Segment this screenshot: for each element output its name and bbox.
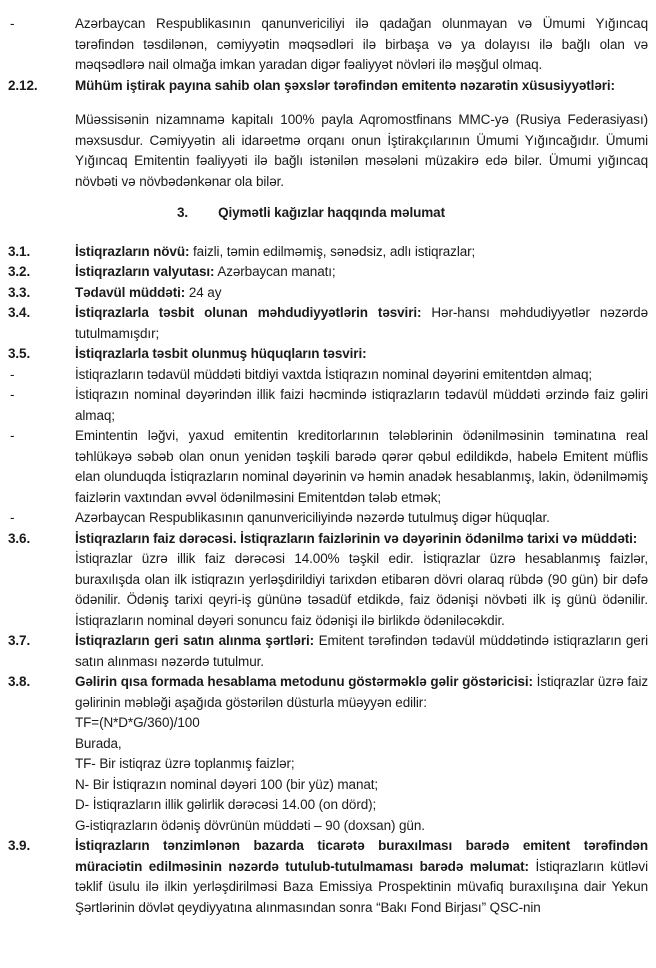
bullet-dash-marker: - <box>10 387 15 402</box>
rights-bullet-3 <box>0 426 656 508</box>
formula-line: TF=(N*D*G/360)/100 <box>75 715 200 730</box>
formula-term-d: D- İstiqrazların illik gəlirlik dərəcəsi 14.00 (on dörd); <box>75 797 377 812</box>
item-3-3-text <box>75 283 648 304</box>
item-3-6-label: İstiqrazların faiz dərəcəsi. İstiqrazların faizlərinin və dəyərinin ödənilmə tarixi və müddəti: <box>75 530 638 546</box>
item-3-9-label: İstiqrazların tənzimlənən bazarda ticarətə buraxılması barədə emitent tərəfindən müraciətin edilməsinin nəzərdə tutulub-tutulmaması barədə məlumat: <box>75 838 648 874</box>
item-3-7 <box>0 631 656 672</box>
item-3-4-number: 3.4. <box>8 305 31 320</box>
item-3-4 <box>0 303 656 344</box>
item-3-1 <box>0 242 656 263</box>
bullet-dash-marker: - <box>10 366 15 382</box>
item-3-5-text <box>75 344 648 365</box>
bullet-dash-marker: - <box>10 510 15 525</box>
intro-bullet-item <box>0 14 656 76</box>
bullet-dash-marker: - <box>10 16 15 31</box>
item-3-2-value: Azərbaycan manatı; <box>217 264 336 279</box>
item-3-8-number: 3.8. <box>8 674 31 689</box>
item-3-8-text <box>75 672 648 713</box>
intro-bullet-text: Azərbaycan Respublikasının qanunvericiliyi ilə qadağan olunmayan və Ümumi Yığıncaq tərəfindən təsdilənən, cəmiyyətin məqsədləri ilə birbaşa və ya dolayısı ilə bağlı olan və məqsədlərə nail olmağa imkan yaradan digər fəaliyyət növləri ilə məşğul olmaq. <box>75 16 648 72</box>
section-3-title: Qiymətli kağızlar haqqında məlumat <box>218 205 445 220</box>
item-3-9 <box>0 836 656 918</box>
rights-bullet-1-text: İstiqrazların tədavül müddəti bitdiyi vaxtda İstiqrazın nominal dəyərini emitentdən almaq; <box>75 366 593 382</box>
item-3-6-number: 3.6. <box>8 530 31 546</box>
rights-bullet-3-text: Emintentin ləğvi, yaxud emitentin kreditorlarının tələblərinin ödənilməsinin təminatına real təhlükəyə səbəb olan onun yenidən təşkili barədə qərər qəbul edildikdə, habelə Emitent müflis elan olunduqda İstiqrazların nominal dəyərinin və həmin anadək hesablanmış, lakin, ödənilməmiş faizlərin vaxtından əvvəl ödənilməsini Emitentdən tələb etmək; <box>75 428 648 505</box>
item-3-1-number: 3.1. <box>8 243 31 259</box>
item-3-4-text <box>75 303 648 344</box>
section-3-heading <box>0 203 656 224</box>
item-3-5 <box>0 344 656 365</box>
formula-intro: Burada, <box>75 735 122 751</box>
item-3-6-content <box>75 529 648 632</box>
item-3-7-text <box>75 631 648 672</box>
rights-bullet-1 <box>0 365 656 386</box>
section-2-12-heading <box>0 76 656 97</box>
rights-bullet-2 <box>0 385 656 426</box>
item-3-1-text <box>75 242 648 263</box>
formula-term-g: G-istiqrazların ödəniş dövrünün müddəti – 90 (doxsan) gün. <box>75 817 425 833</box>
item-3-6-paragraph: İstiqrazlar üzrə illik faiz dərəcəsi 14.00% təşkil edir. İstiqrazlar üzrə hesablanmış faizlər, buraxılışda olan ilk istiqrazın yerləşdirildiyi tarixdən etibarən dövri olaraq rübdə (90 gün) bir dəfə ödənilir. Ödəniş tarixi qeyri-iş gününə təsadüf etdikdə, faiz ödənişi növbəti ilk iş günü ödənilir. İstiqrazların nominal dəyəri sonuncu faiz ödənişi ilə birlikdə ödəniləcəkdir. <box>75 551 648 628</box>
item-3-6 <box>0 529 656 632</box>
item-3-3 <box>0 283 656 304</box>
item-3-2-number: 3.2. <box>8 264 31 279</box>
item-3-4-value: Hər-hansı məhdudiyyətlər nəzərdə tutulmamışdır; <box>75 305 648 341</box>
item-3-3-number: 3.3. <box>8 284 31 300</box>
item-3-1-value: faizli, təmin edilməmiş, sənədsiz, adlı istiqrazlar; <box>193 243 476 259</box>
item-3-5-number: 3.5. <box>8 346 31 361</box>
item-3-2-text <box>75 262 648 283</box>
section-3-number: 3. <box>177 205 189 220</box>
rights-bullet-4-text: Azərbaycan Respublikasının qanunvericiliyində nəzərdə tutulmuş digər hüquqlar. <box>75 510 550 525</box>
item-3-3-label: Tədavül müddəti: <box>75 284 186 300</box>
item-3-7-number: 3.7. <box>8 633 31 648</box>
rights-bullet-2-text: İstiqrazın nominal dəyərindən illik faizi həcmində istiqrazların tədavül müddəti ərzində faiz gəliri almaq; <box>75 387 648 423</box>
rights-bullet-4 <box>0 508 656 529</box>
section-2-12-paragraph-block <box>0 110 656 192</box>
item-3-8-value: İstiqrazlar üzrə faiz gəlirinin məbləği aşağıda göstərilən düsturla müəyyən edilir: <box>75 674 649 710</box>
section-2-12-paragraph: Müəssisənin nizamnamə kapitalı 100% payla Aqromostfinans MMC-yə (Rusiya Federasiyası) məxsusdur. Cəmiyyətin ali idarəetmə orqanı onun İştirakçılarının Ümumi Yığıncağıdır. Ümumi Yığıncaq Emitentin fəaliyyəti ilə bağlı istənilən məsələni müzakirə edə bilər. Ümumi yığıncaq növbəti və növbədənkənar ola bilər. <box>75 112 648 189</box>
bullet-dash-marker: - <box>10 428 15 443</box>
item-3-3-value: 24 ay <box>188 284 222 300</box>
item-3-2 <box>0 262 656 283</box>
item-3-8 <box>0 672 656 836</box>
item-3-8-label: Gəlirin qısa formada hesablama metodunu göstərməklə gəlir göstəricisi: <box>75 674 533 689</box>
item-3-9-number: 3.9. <box>8 838 31 853</box>
item-3-9-value: İstiqrazların kütləvi təklif üsulu ilə ilkin yerləşdirilməsi Baza Emissiya Prospektinin müvafiq buraxılışına dair Yekun Şərtlərinin dövlət qeydiyyatına alınmasından sonra “Bakı Fond Birjası” QSC-nin <box>75 858 648 915</box>
item-3-4-label: İstiqrazlarla təsbit olunan məhdudiyyətlərin təsviri: <box>75 305 422 320</box>
item-3-1-label: İstiqrazların növü: <box>75 243 190 259</box>
section-2-12-number: 2.12. <box>8 77 38 93</box>
item-3-5-label: İstiqrazlarla təsbit olunmuş hüquqların təsviri: <box>75 346 367 361</box>
item-3-2-label: İstiqrazların valyutası: <box>75 264 215 279</box>
item-3-7-label: İstiqrazların geri satın alınma şərtləri: <box>75 633 315 648</box>
item-3-9-text <box>75 836 648 918</box>
formula-term-n: N- Bir İstiqrazın nominal dəyəri 100 (bir yüz) manat; <box>75 776 379 792</box>
item-3-8-content <box>75 672 648 836</box>
item-3-7-value: Emitent tərəfindən tədavül müddətində istiqrazların geri satın alınması nəzərdə tutulmur. <box>75 633 648 669</box>
formula-term-tf: TF- Bir istiqraz üzrə toplanmış faizlər; <box>75 756 295 771</box>
section-2-12-title: Mühüm iştirak payına sahib olan şəxslər tərəfindən emitentə nəzarətin xüsusiyyətləri: <box>75 77 615 93</box>
